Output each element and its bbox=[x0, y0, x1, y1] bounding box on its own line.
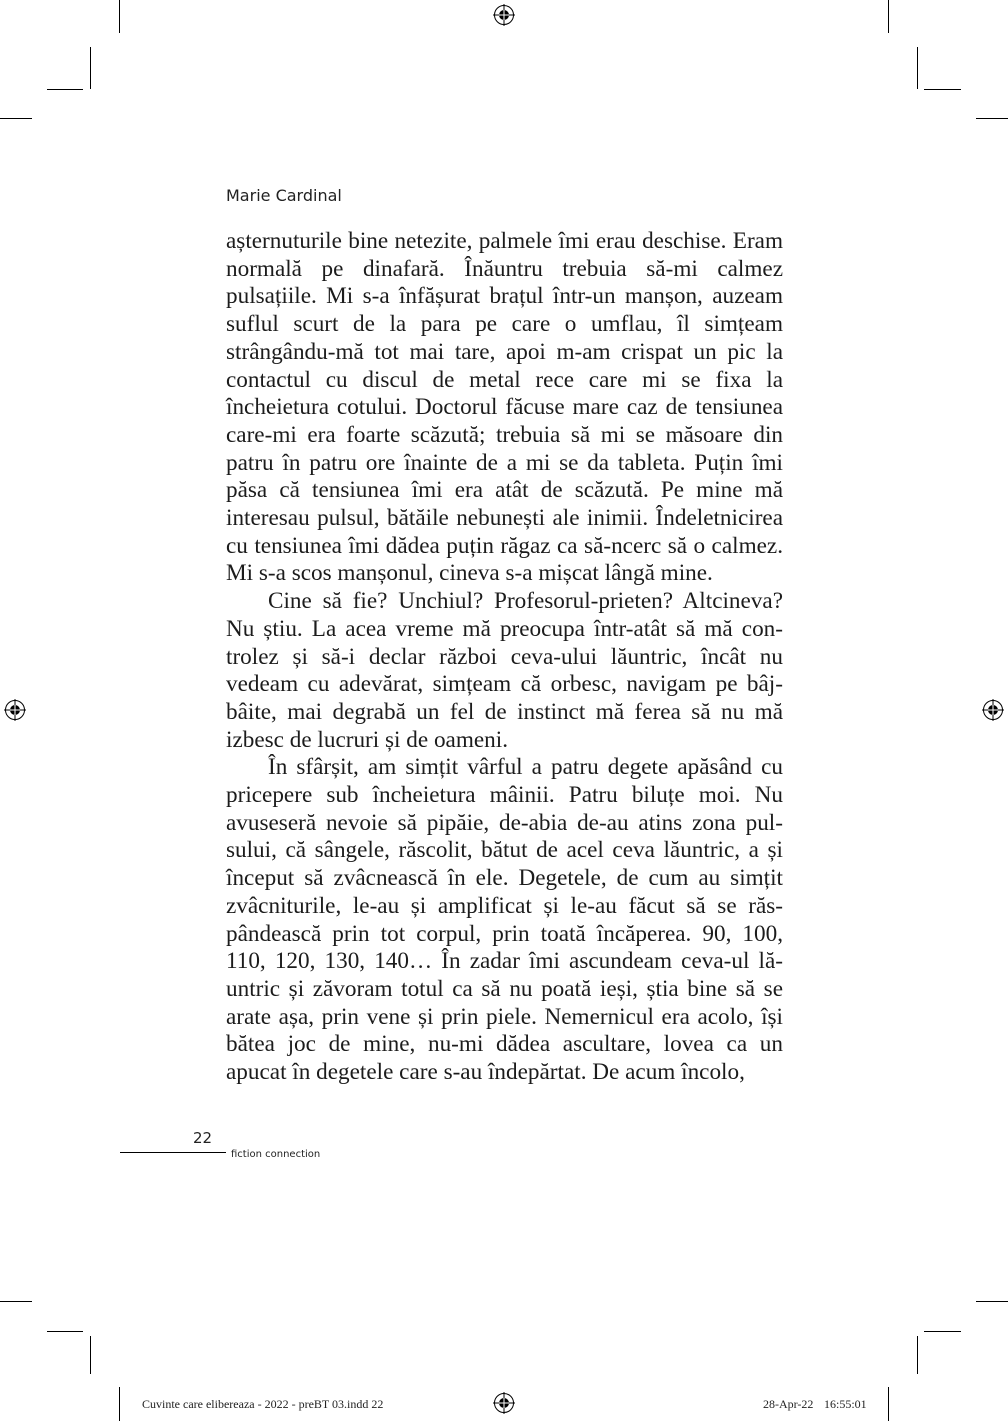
paragraph: Cine să fie? Unchiul? Profesorul-prieten? Altcineva? Nu știu. La acea vreme mă preocupa într-atât să mă controlez și să-i declar război ceva-ului lăuntric, încât nu vedeam cu adevărat, simțeam că orbesc, navigam pe bâjbâite, mai degrabă un fel de instinct mă ferea să nu mă izbesc de lucruri și de oameni. bbox=[226, 588, 783, 753]
running-head-author: Marie Cardinal bbox=[226, 186, 342, 205]
registration-mark-icon bbox=[493, 1392, 515, 1414]
paragraph: În sfârșit, am simțit vârful a patru degete apăsând cu pricepere sub încheietura mâinii. Patru biluțe moi. Nu avuseseră nevoie să pipăie, de-abia de-au atins zona pulsului, că sângele, răscolit, bătut de acel ceva lăuntric, a și început să zvâcnească în ele. Degetele, de cum au simțit zvâcniturile, le-au și amplificat și le-au făcut să se răspândească prin tot corpul, prin toată încăperea. 90, 100, 110, 120, 130, 140… În zadar îmi ascundeam ceva-ul lăuntric și zăvoram totul ca să nu poată ieși, știa bine să se arate așa, prin vene și prin piele. Nemernicul era acolo, își bătea joc de mine, nu-mi dădea ascultare, lovea ca un apucat în degetele care s-au îndepărtat. De acum încolo, bbox=[226, 754, 783, 1086]
body-text bbox=[226, 228, 783, 1087]
registration-mark-icon bbox=[493, 4, 515, 26]
slug-time: 16:55:01 bbox=[824, 1397, 867, 1411]
slug-date: 28-Apr-22 bbox=[763, 1397, 814, 1411]
registration-mark-icon bbox=[4, 699, 26, 721]
page-number: 22 bbox=[193, 1129, 213, 1147]
slug-filename: Cuvinte care elibereaza - 2022 - preBT 03.indd 22 bbox=[142, 1397, 384, 1411]
paragraph: așternuturile bine netezite, palmele îmi erau deschise. Eram normală pe dinafară. Înăuntru trebuia să-mi calmez pulsațiile. Mi s-a înfășurat brațul într-un manșon, auzeam suflul scurt de la para pe care o umflau, îl simțeam strângându-mă tot mai tare, apoi m-am crispat un pic la contactul cu discul de metal rece care mi se fixa la încheietura cotului. Doctorul făcuse mare caz de tensiunea care-mi era foarte scăzută; trebuia să mi se măsoare din patru în patru ore înainte de a mi se da tableta. Puțin îmi păsa că tensiunea îmi era atât de scăzută. Pe mine mă interesau pulsul, bătăile nebunești ale inimii. Îndeletnicirea cu tensiunea îmi dădea puțin răgaz ca să-ncerc să o calmez. Mi s-a scos manșonul, cineva s-a mișcat lângă mine. bbox=[226, 228, 783, 587]
series-name: fiction connection bbox=[231, 1149, 321, 1160]
registration-mark-icon bbox=[982, 699, 1004, 721]
folio-rule bbox=[120, 1152, 226, 1153]
